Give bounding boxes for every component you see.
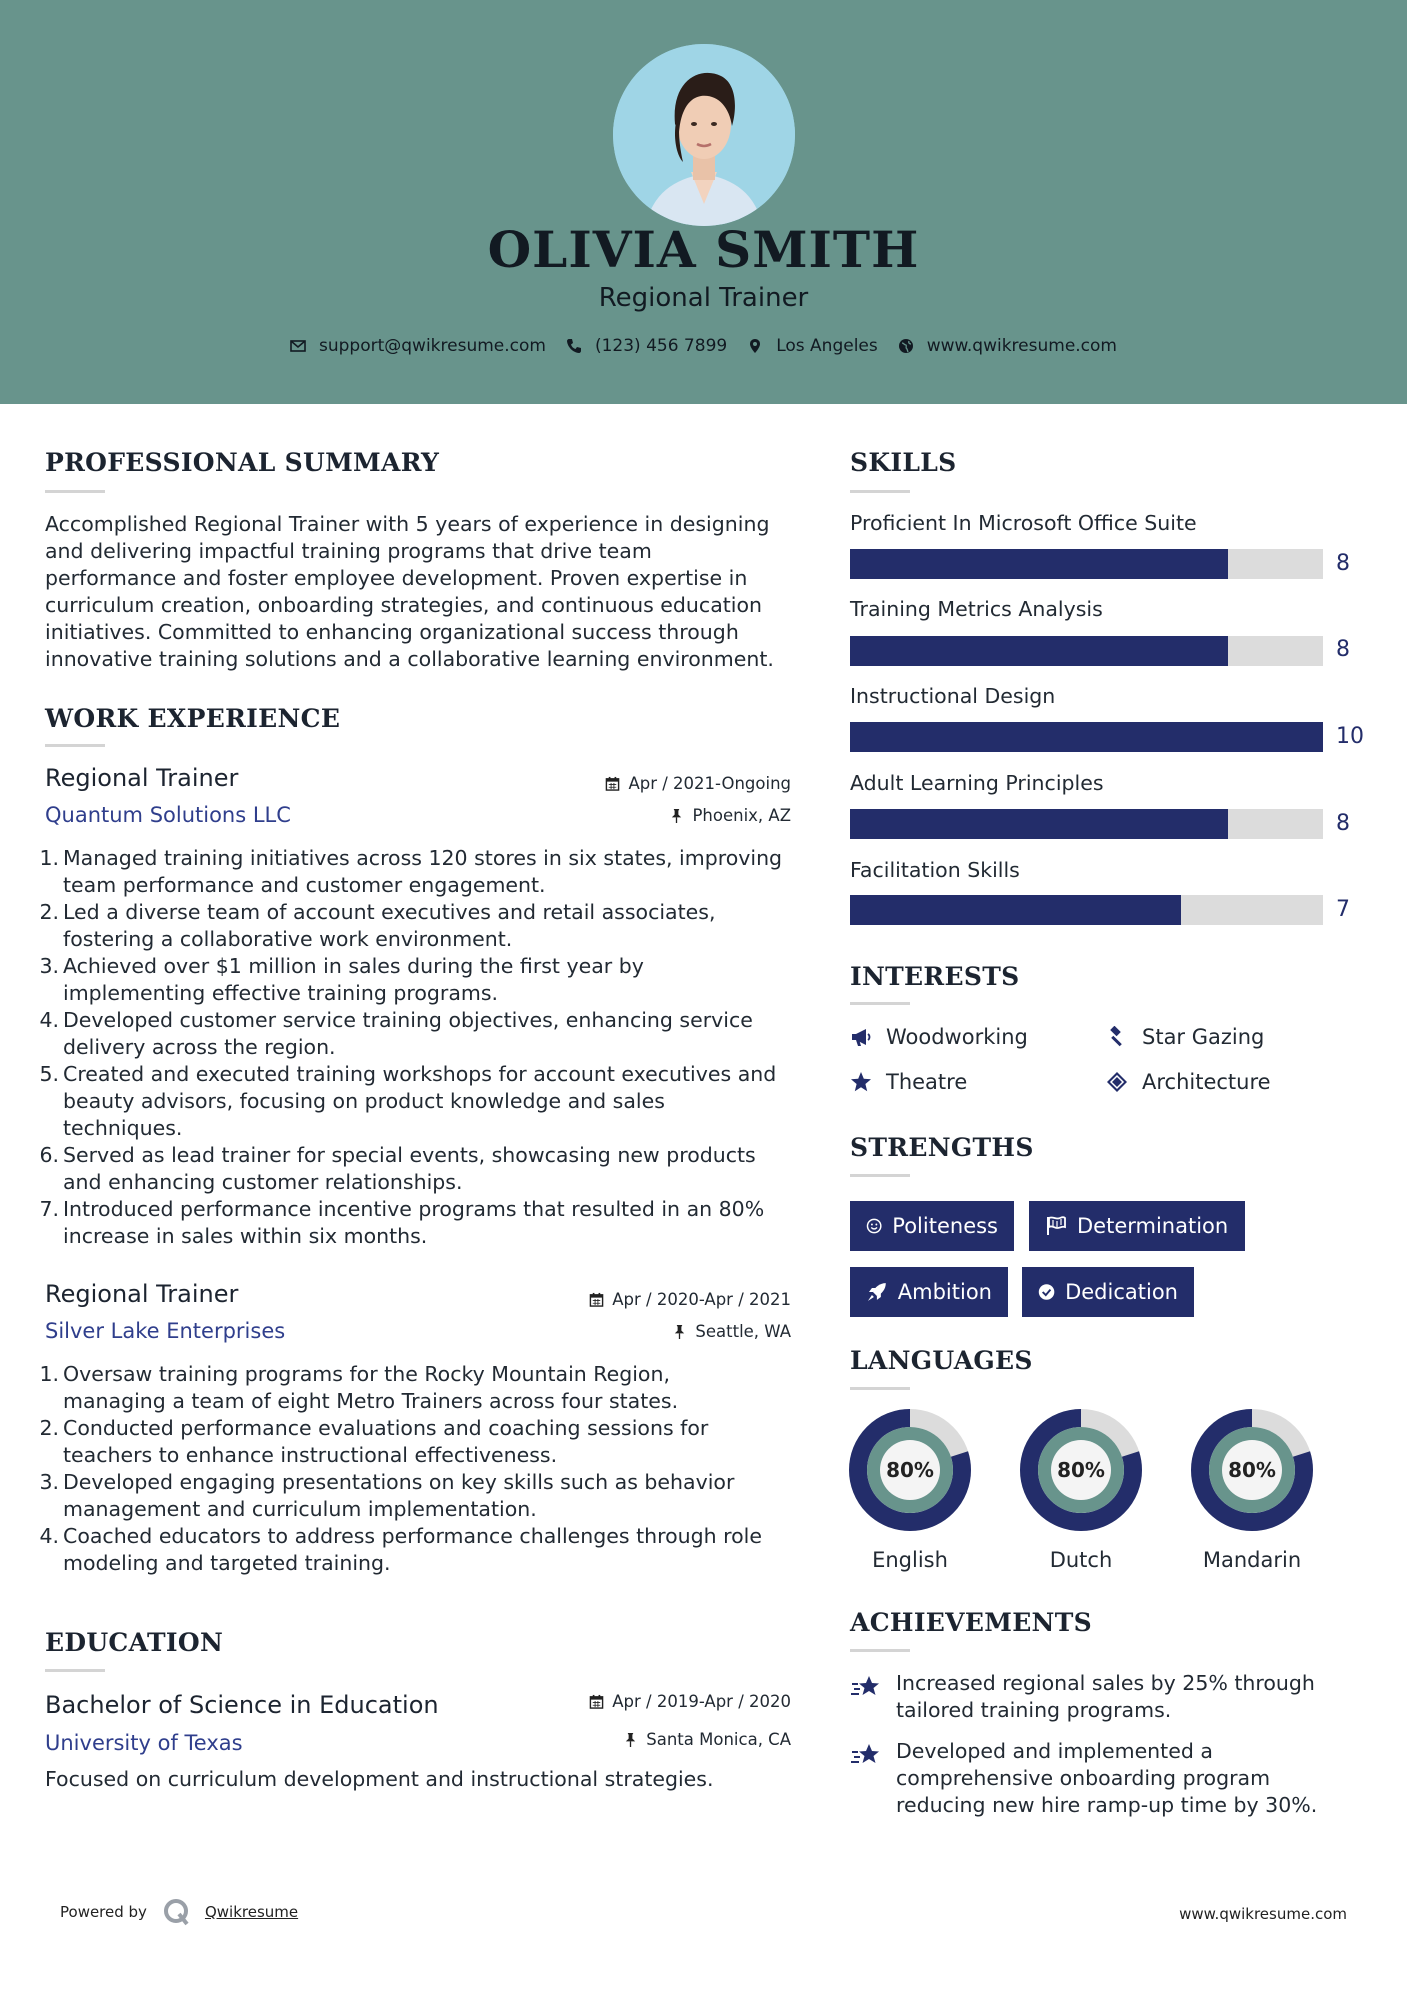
interest-item [850, 1070, 967, 1094]
list-line: techniques. [63, 1116, 183, 1140]
language-percent: 80% [1228, 1458, 1276, 1482]
skill-bar-track [850, 636, 1323, 666]
pushpin-icon [623, 1732, 638, 1747]
brand-link[interactable]: Qwikresume [204, 1903, 299, 1921]
skill-bar-fill [850, 722, 1323, 752]
list-item: 4. Developed customer service training objectives, enhancing service delivery across the region. [45, 1007, 805, 1061]
skill-bar-fill [850, 809, 1228, 839]
list-line: modeling and targeted training. [63, 1551, 391, 1575]
language-label: Dutch [1049, 1548, 1113, 1572]
job-responsibilities [39, 1361, 805, 1577]
job-title: Regional Trainer [45, 764, 239, 792]
language-percent: 80% [886, 1458, 934, 1482]
strength-label: Politeness [892, 1214, 998, 1238]
interest-item [1106, 1025, 1264, 1049]
skill-score: 8 [1336, 637, 1350, 662]
job-dates-text: Apr / 2021-Ongoing [628, 774, 791, 793]
education-location [623, 1730, 791, 1749]
contact-website-text: www.qwikresume.com [926, 336, 1117, 356]
interests-heading: INTERESTS [850, 962, 1020, 991]
pushpin-icon [672, 1324, 687, 1339]
list-line: Led a diverse team of account executives and retail associates, [63, 900, 716, 924]
degree-title: Bachelor of Science in Education [45, 1691, 439, 1719]
list-line: fostering a collaborative work environment. [63, 927, 513, 951]
list-line: Developed customer service training objectives, enhancing service [63, 1008, 753, 1032]
interest-item [1106, 1070, 1271, 1094]
ticket-icon [1106, 1071, 1128, 1093]
interest-label: Theatre [886, 1070, 968, 1094]
megaphone-icon [850, 1026, 872, 1048]
list-line: Developed engaging presentations on key skills such as behavior [63, 1470, 735, 1494]
list-line: Conducted performance evaluations and coaching sessions for [63, 1416, 709, 1440]
calendar-icon [589, 1292, 604, 1307]
education-divider [45, 1669, 105, 1672]
job-responsibilities [39, 845, 805, 1250]
work-divider [45, 744, 105, 747]
job-dates [605, 774, 791, 793]
languages-heading: LANGUAGES [850, 1346, 1033, 1375]
summary-heading: PROFESSIONAL SUMMARY [45, 448, 440, 477]
list-item: 1. Managed training initiatives across 120 stores in six states, improving team performance and customer engagement. [45, 845, 805, 899]
contact-phone-text: (123) 456 7899 [594, 336, 728, 356]
interest-label: Woodworking [886, 1025, 1028, 1049]
strengths-heading: STRENGTHS [850, 1133, 1034, 1162]
achievements-divider [850, 1649, 910, 1652]
list-line: increase in sales within six months. [63, 1224, 428, 1248]
job-location-text: Phoenix, AZ [692, 806, 791, 825]
footer-powered [60, 1897, 298, 1927]
job-location-text: Seattle, WA [695, 1322, 791, 1341]
skill-bar-fill [850, 895, 1181, 925]
envelope-icon [290, 338, 306, 354]
skill-label: Training Metrics Analysis [850, 597, 1103, 621]
list-line: Managed training initiatives across 120 stores in six states, improving [63, 846, 783, 870]
powered-by-label: Powered by [60, 1903, 147, 1921]
list-line: implementing effective training programs. [63, 981, 499, 1005]
education-dates [589, 1692, 791, 1711]
interest-label: Star Gazing [1142, 1025, 1265, 1049]
strength-badge [850, 1267, 1008, 1317]
contact-email-text: support@qwikresume.com [319, 336, 546, 356]
job-location [669, 806, 791, 825]
skill-bar-track [850, 722, 1323, 752]
company-name: Silver Lake Enterprises [45, 1319, 286, 1343]
skill-label: Adult Learning Principles [850, 771, 1104, 795]
strength-label: Determination [1077, 1214, 1229, 1238]
phone-icon [566, 338, 582, 354]
list-line: Coached educators to address performance challenges through role [63, 1524, 762, 1548]
summary-text [45, 511, 815, 673]
list-item: 6. Served as lead trainer for special events, showcasing new products and enhancing customer relationships. [45, 1142, 805, 1196]
contact-bar [0, 336, 1407, 356]
language-percent: 80% [1057, 1458, 1105, 1482]
list-line: and enhancing customer relationships. [63, 1170, 463, 1194]
star-icon [850, 1071, 872, 1093]
language-label: Mandarin [1202, 1548, 1302, 1572]
achievement-text [896, 1670, 1315, 1724]
strength-badge [850, 1201, 1014, 1251]
list-item: 4. Coached educators to address performance challenges through role modeling and targeted training. [45, 1523, 805, 1577]
skill-label: Proficient In Microsoft Office Suite [850, 511, 1197, 535]
qwikresume-logo-icon [161, 1897, 191, 1927]
achievement-line: reducing new hire ramp-up time by 30%. [896, 1793, 1318, 1817]
summary-line: Accomplished Regional Trainer with 5 years of experience in designing [45, 512, 770, 536]
education-description: Focused on curriculum development and instructional strategies. [45, 1767, 714, 1791]
pushpin-icon [669, 808, 684, 823]
calendar-icon [589, 1694, 604, 1709]
company-name: Quantum Solutions LLC [45, 803, 291, 827]
education-heading: EDUCATION [45, 1628, 224, 1657]
list-line: teachers to enhance instructional effectiveness. [63, 1443, 558, 1467]
achievement-line: Developed and implemented a [896, 1739, 1213, 1763]
interests-divider [850, 1002, 910, 1005]
list-item: 3. Developed engaging presentations on key skills such as behavior management and curriculum implementation. [45, 1469, 805, 1523]
education-location-text: Santa Monica, CA [646, 1730, 791, 1749]
candidate-name: OLIVIA SMITH [487, 220, 920, 279]
list-line: managing a team of eight Metro Trainers across four states. [63, 1389, 679, 1413]
language-meter [848, 1408, 972, 1572]
language-label: English [872, 1548, 948, 1572]
work-heading: WORK EXPERIENCE [45, 704, 341, 733]
skill-bar-track [850, 809, 1323, 839]
strength-label: Ambition [897, 1280, 992, 1304]
summary-line: innovative training solutions and a collaborative learning environment. [45, 647, 774, 671]
strength-badge [1029, 1201, 1245, 1251]
flag-icon [1045, 1215, 1067, 1237]
skill-score: 7 [1336, 897, 1350, 922]
education-dates-text: Apr / 2019-Apr / 2020 [612, 1692, 791, 1711]
languages-divider [850, 1387, 910, 1390]
contact-email[interactable] [290, 336, 546, 356]
summary-line: performance and foster employee development. Proven expertise in [45, 566, 748, 590]
job-dates [589, 1290, 791, 1309]
check-circle-icon [1038, 1281, 1055, 1303]
list-item: 1. Oversaw training programs for the Rocky Mountain Region, managing a team of eight Metro Trainers across four states. [45, 1361, 805, 1415]
list-item: 5. Created and executed training workshops for account executives and beauty advisors, focusing on product knowledge and sales techniques. [45, 1061, 805, 1142]
list-line: delivery across the region. [63, 1035, 336, 1059]
list-line: Introduced performance incentive programs that resulted in an 80% [63, 1197, 765, 1221]
achievement-line: Increased regional sales by 25% through [896, 1671, 1315, 1695]
contact-location-text: Los Angeles [776, 336, 878, 356]
calendar-icon [605, 776, 620, 791]
gavel-icon [1106, 1026, 1128, 1048]
skills-heading: SKILLS [850, 448, 957, 477]
list-line: Achieved over $1 million in sales during the first year by [63, 954, 644, 978]
footer-website[interactable]: www.qwikresume.com [1179, 1905, 1347, 1923]
summary-divider [45, 490, 105, 493]
skill-score: 8 [1336, 551, 1350, 576]
strength-label: Dedication [1065, 1280, 1178, 1304]
list-item: 3. Achieved over $1 million in sales during the first year by implementing effective training programs. [45, 953, 805, 1007]
job-location [672, 1322, 791, 1341]
summary-line: initiatives. Committed to enhancing organizational success through [45, 620, 739, 644]
skill-bar-fill [850, 636, 1228, 666]
skill-label: Facilitation Skills [850, 858, 1020, 882]
list-line: beauty advisors, focusing on product knowledge and sales [63, 1089, 665, 1113]
achievement-item [850, 1670, 1370, 1724]
list-item: 2. Led a diverse team of account executives and retail associates, fostering a collaborative work environment. [45, 899, 805, 953]
profile-illustration [613, 44, 795, 226]
skill-bar-fill [850, 549, 1228, 579]
list-line: Served as lead trainer for special events, showcasing new products [63, 1143, 756, 1167]
list-item: 2. Conducted performance evaluations and coaching sessions for teachers to enhance instructional effectiveness. [45, 1415, 805, 1469]
skill-label: Instructional Design [850, 684, 1056, 708]
strength-badge [1022, 1267, 1194, 1317]
language-meter [1190, 1408, 1314, 1572]
summary-line: and delivering impactful training programs that drive team [45, 539, 652, 563]
globe-icon [898, 338, 914, 354]
language-meter [1019, 1408, 1143, 1572]
smile-icon [866, 1215, 882, 1237]
contact-location [747, 336, 878, 356]
achievement-line: tailored training programs. [896, 1698, 1172, 1722]
job-dates-text: Apr / 2020-Apr / 2021 [612, 1290, 791, 1309]
rocket-icon [866, 1281, 888, 1303]
skill-bar-track [850, 895, 1323, 925]
language-ring [1019, 1408, 1143, 1532]
interest-item [850, 1025, 1028, 1049]
job-title: Regional Trainer [45, 1280, 239, 1308]
list-line: management and curriculum implementation. [63, 1497, 537, 1521]
candidate-role: Regional Trainer [598, 283, 809, 313]
list-line: Created and executed training workshops for account executives and [63, 1062, 777, 1086]
strengths-divider [850, 1174, 910, 1177]
school-name: University of Texas [45, 1731, 243, 1755]
contact-phone[interactable] [566, 336, 727, 356]
skills-divider [850, 490, 910, 493]
list-line: Oversaw training programs for the Rocky Mountain Region, [63, 1362, 670, 1386]
achievement-text [896, 1738, 1317, 1819]
achievement-line: comprehensive onboarding program [896, 1766, 1271, 1790]
list-line: team performance and customer engagement. [63, 873, 546, 897]
contact-website[interactable] [898, 336, 1117, 356]
interest-label: Architecture [1142, 1070, 1271, 1094]
skill-bar-track [850, 549, 1323, 579]
language-ring [848, 1408, 972, 1532]
list-item: 7. Introduced performance incentive programs that resulted in an 80% increase in sales within six months. [45, 1196, 805, 1250]
summary-line: curriculum creation, onboarding strategies, and continuous education [45, 593, 763, 617]
star-badge-icon [850, 1672, 882, 1702]
profile-photo [613, 44, 795, 226]
skill-score: 8 [1336, 811, 1350, 836]
achievements-heading: ACHIEVEMENTS [850, 1608, 1092, 1637]
resume-header [0, 0, 1407, 404]
achievement-item [850, 1738, 1370, 1819]
map-pin-icon [747, 338, 763, 354]
skill-score: 10 [1336, 724, 1364, 749]
language-ring [1190, 1408, 1314, 1532]
star-badge-icon [850, 1740, 882, 1770]
